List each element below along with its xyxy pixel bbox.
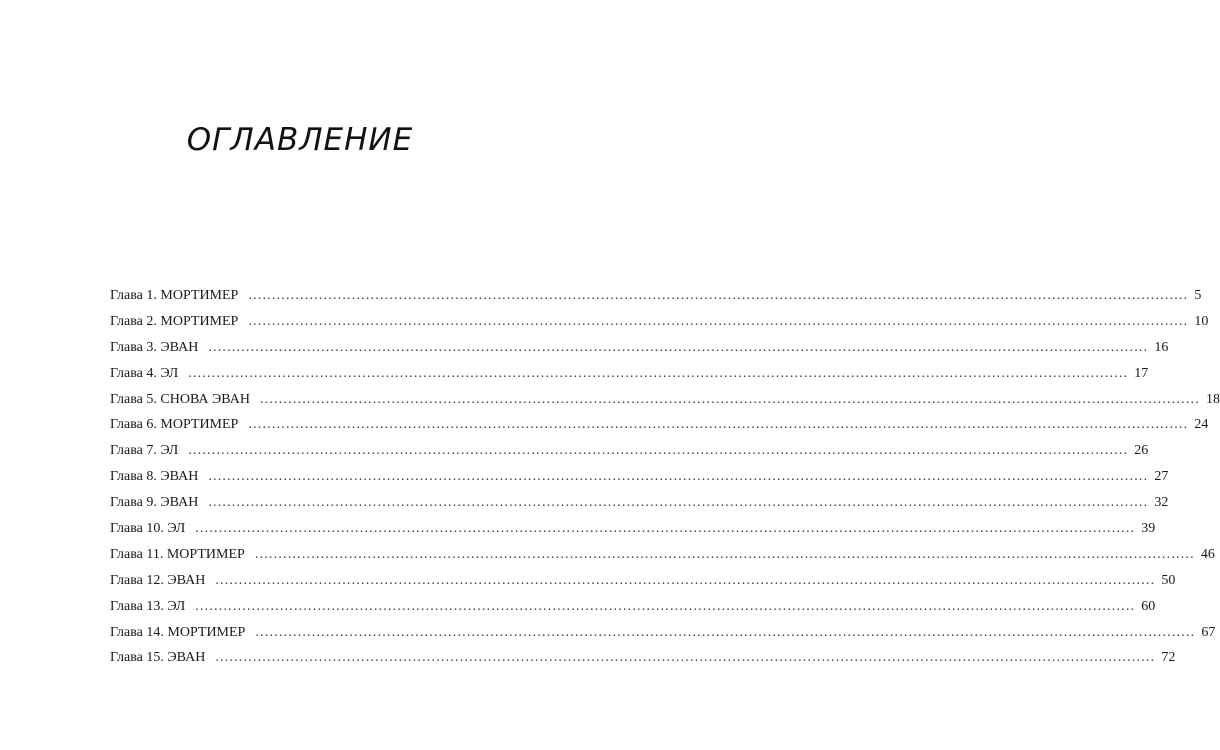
page-title: ОГЛАВЛЕНИЕ: [186, 122, 414, 158]
toc-entry: [110, 521, 1156, 547]
toc-entry-page-number: 27: [1154, 469, 1169, 485]
toc-entry: [110, 469, 1169, 495]
toc-entry-label: Глава 11. МОРТИМЕР: [110, 546, 245, 562]
dot-leader: ........................................................................................................................................................................................................: [208, 495, 1149, 511]
dot-leader: ........................................................................................................................................................................................................: [248, 417, 1189, 433]
toc-entry-page-number: 26: [1134, 443, 1149, 459]
toc-entry-page-number: 32: [1154, 495, 1169, 511]
toc-entry-page-number: 16: [1154, 339, 1169, 355]
toc-entry-label: Глава 2. МОРТИМЕР: [110, 313, 239, 329]
toc-entry-label: Глава 7. ЭЛ: [110, 443, 179, 459]
toc-entry-label: Глава 12. ЭВАН: [110, 572, 206, 588]
toc-entry-label: Глава 10. ЭЛ: [110, 521, 186, 537]
dot-leader: ........................................................................................................................................................................................................: [208, 339, 1149, 355]
dot-leader: ........................................................................................................................................................................................................: [215, 572, 1156, 588]
toc-entry-label: Глава 3. ЭВАН: [110, 339, 199, 355]
dot-leader: ........................................................................................................................................................................................................: [208, 469, 1149, 485]
toc-entry: [110, 443, 1149, 469]
toc-entry: [110, 546, 1215, 573]
toc-entry: [110, 365, 1149, 392]
dot-leader: ........................................................................................................................................................................................................: [259, 391, 1200, 407]
dot-leader: ........................................................................................................................................................................................................: [195, 598, 1136, 614]
toc-entry-page-number: 67: [1201, 624, 1216, 640]
toc-entry: [110, 288, 1202, 314]
toc-entry-page-number: 24: [1194, 417, 1209, 433]
toc-entry-label: Глава 5. СНОВА ЭВАН: [110, 391, 250, 407]
toc-entry: [110, 339, 1169, 366]
dot-leader: ........................................................................................................................................................................................................: [248, 288, 1189, 303]
toc-entry-page-number: 17: [1134, 365, 1149, 381]
toc-entry: [110, 598, 1156, 625]
toc-entry-label: Глава 6. МОРТИМЕР: [110, 417, 239, 433]
toc-entry-label: Глава 13. ЭЛ: [110, 598, 186, 614]
dot-leader: ........................................................................................................................................................................................................: [254, 546, 1195, 562]
toc-entry-page-number: 60: [1141, 598, 1156, 614]
toc-entry: [110, 624, 1216, 651]
toc-entry-label: Глава 4. ЭЛ: [110, 365, 179, 381]
dot-leader: ........................................................................................................................................................................................................: [255, 624, 1196, 640]
toc-entry: [110, 495, 1169, 521]
toc-entry-label: Глава 15. ЭВАН: [110, 650, 206, 666]
toc-entry: [110, 650, 1176, 676]
toc-entry-page-number: 39: [1141, 521, 1156, 537]
dot-leader: ........................................................................................................................................................................................................: [195, 521, 1136, 537]
table-of-contents: [110, 288, 1220, 676]
toc-entry: [110, 572, 1176, 599]
dot-leader: ........................................................................................................................................................................................................: [215, 650, 1156, 666]
toc-entry-page-number: 18: [1205, 391, 1220, 407]
toc-entry-label: Глава 8. ЭВАН: [110, 469, 199, 485]
toc-entry-label: Глава 14. МОРТИМЕР: [110, 624, 246, 640]
toc-entry-page-number: 72: [1161, 650, 1176, 666]
toc-entry-label: Глава 1. МОРТИМЕР: [110, 288, 239, 303]
toc-entry-page-number: 5: [1194, 288, 1202, 303]
toc-entry: [110, 391, 1220, 418]
dot-leader: ........................................................................................................................................................................................................: [188, 443, 1129, 459]
toc-entry-page-number: 50: [1161, 572, 1176, 588]
toc-entry-page-number: 46: [1200, 546, 1215, 562]
toc-entry-page-number: 10: [1194, 313, 1209, 329]
dot-leader: ........................................................................................................................................................................................................: [248, 313, 1189, 329]
toc-entry: [110, 313, 1209, 340]
toc-entry: [110, 417, 1209, 443]
dot-leader: ........................................................................................................................................................................................................: [188, 365, 1129, 381]
toc-entry-label: Глава 9. ЭВАН: [110, 495, 199, 511]
